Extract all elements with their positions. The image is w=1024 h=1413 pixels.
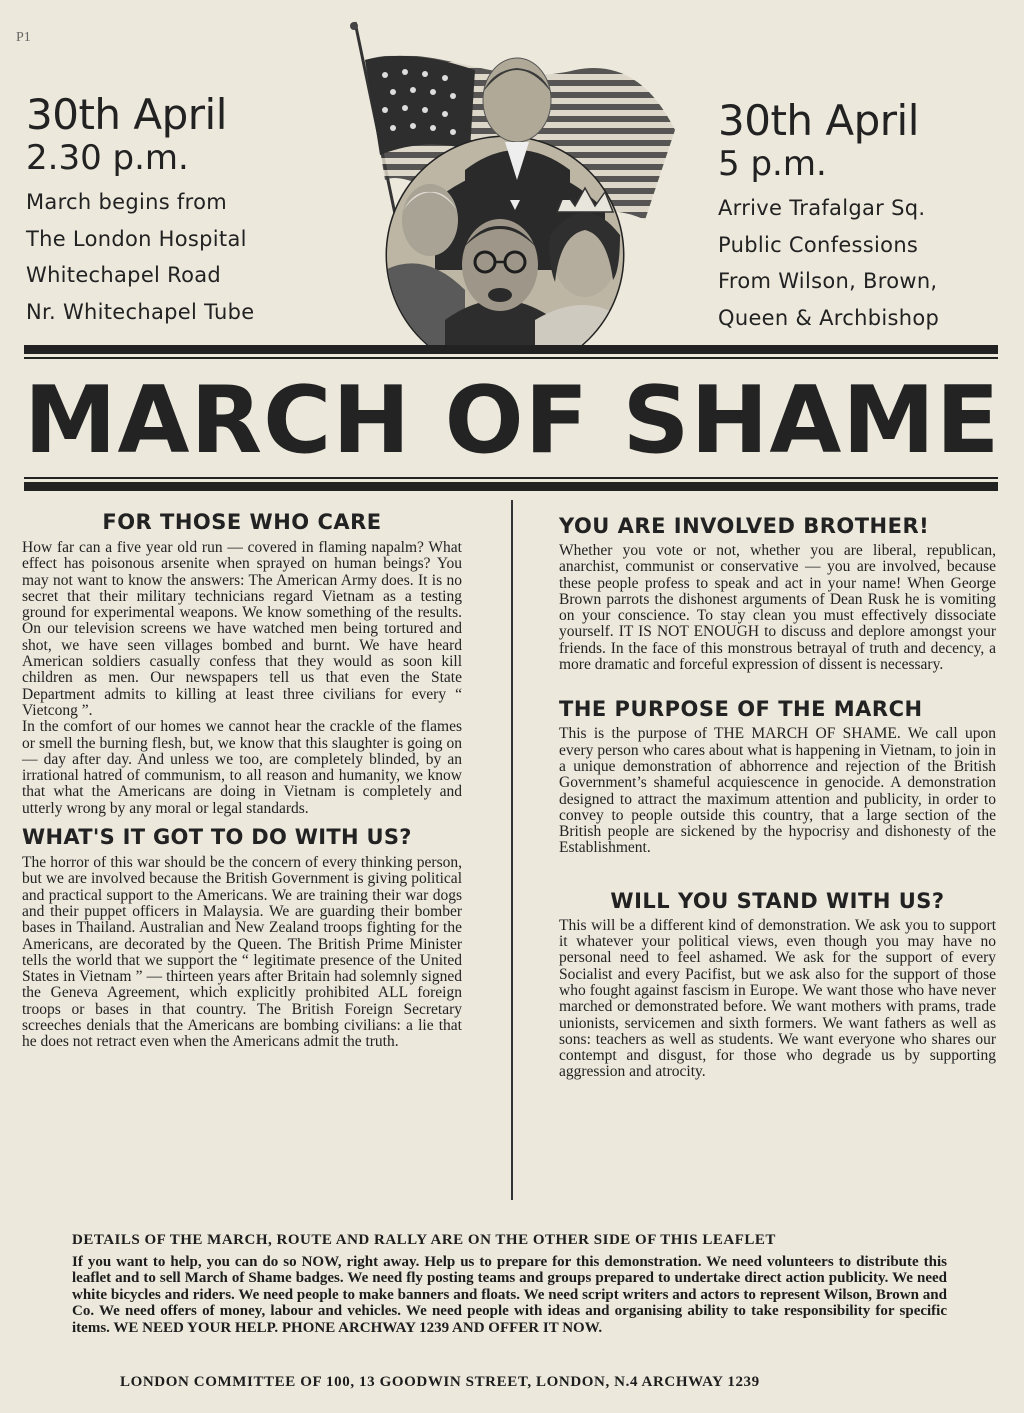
title-rule-top-thin bbox=[24, 357, 998, 359]
paragraph-horror: The horror of this war should be the concern of every thinking person, but we are involved because the British Government is giving political and practical support to the Americans. We are training their war dogs and their puppet officers in Malaysia. We are guarding their bomber bases in Thailand. Australian and New Zealand troops fighting for the Americans, are decorated by the Queen. The British Prime Minister tells the world that we support the “ legitimate presence of the United States in Vietnam ” — thirteen years after Britain had solemnly signed the Geneva Agreement, which explicitly prohibited ALL foreign troops or bases in that country. The British Foreign Secretary screeches denials that the Americans are bombing civilians: a lie that he does not retract even when the Americans admit the truth. bbox=[22, 854, 462, 1051]
section-heading-stand-with-us: WILL YOU STAND WITH US? bbox=[610, 888, 945, 913]
paragraph-napalm: How far can a five year old run — covered in flaming napalm? What effect has poisonous arsenite when sprayed on human beings? You may not want to know the answers: The American Army does. It is no secret that their military technicians regard Vietnam as a testing ground for experimental weapons. We know something of the results. On our television screens we have watched men being tortured and shot, we have seen villages bombed and burnt. We have heard American soldiers casually confess that they would as soon kill children as men. Our newspapers tell us that even the State Department admits to killing at least three civilians for every “ Vietcong ”. bbox=[22, 539, 462, 719]
left-date: 30th April bbox=[26, 90, 227, 139]
footer-help-paragraph: If you want to help, you can do so NOW, right away. Help us to prepare for this demonstration. We need volunteers to distribute this leaflet and to sell March of Shame badges. We need fly posting teams and groups prepared to undertake direct action publicity. We need white bicycles and riders. We need people to make banners and floats. We need script writers and actors to represent Wilson, Brown and Co. We need offers of money, labour and vehicles. We need people with ideas and organising ability to take responsibility for specific items. WE NEED YOUR HELP. PHONE ARCHWAY 1239 AND OFFER IT NOW. bbox=[72, 1254, 947, 1336]
section-heading-involved-brother: YOU ARE INVOLVED BROTHER! bbox=[559, 514, 930, 538]
right-header-line: From Wilson, Brown, bbox=[718, 269, 938, 293]
paragraph-different-demonstration: This will be a different kind of demonstration. We ask you to support it whatever your political views, even though you may have no personal need to feel ashamed. We ask for the support of every Socialist and every Pacifist, but we ask also for the support of those who fought against fascism in Europe. We want those who have never marched or demonstrated before. We want mothers with prams, trade unionists, servicemen and sixth formers. We want fathers as well as sons: teachers as well as students. We want everyone who shares our contempt and disgust, for those who degrade us by supporting aggression and atrocity. bbox=[559, 916, 996, 1081]
right-date: 30th April bbox=[718, 96, 919, 145]
photo-montage bbox=[345, 20, 685, 350]
paragraph-purpose: This is the purpose of THE MARCH OF SHAME. We call upon every person who cares about what is happening in Vietnam, to join in a unique demonstration of abhorrence and rejection of the British Government’s shameful acquiescence in genocide. A demonstration designed to attract the maximum attention and publicity, in order to convey to people outside this country, that a large section of the British people are sickened by the hypocrisy and dishonesty of the Establishment. bbox=[559, 725, 996, 857]
title-rule-bottom bbox=[24, 482, 998, 491]
left-header-line: March begins from bbox=[26, 190, 228, 214]
footer-block bbox=[72, 1230, 947, 1336]
left-time: 2.30 p.m. bbox=[26, 138, 189, 178]
left-header-line: The London Hospital bbox=[26, 226, 247, 251]
right-header bbox=[718, 98, 1018, 336]
paragraph-comfort: In the comfort of our homes we cannot hear the crackle of the flames or smell the burning flesh, but, we know that this slaughter is going on — day after day. And unless we too, are completely blinded, by an irrational hatred of communism, to all reason and humanity, we know that what the Americans are doing in Vietnam is completely and utterly wrong by any moral or legal standards. bbox=[22, 718, 462, 817]
flag-canton bbox=[365, 56, 475, 155]
left-header bbox=[26, 92, 356, 330]
left-header-line: Whitechapel Road bbox=[26, 263, 222, 287]
flag-pole-finial bbox=[350, 22, 358, 30]
title-rule-bottom-thin bbox=[24, 477, 998, 479]
section-heading-for-those-who-care: FOR THOSE WHO CARE bbox=[102, 510, 382, 534]
section-heading-purpose: THE PURPOSE OF THE MARCH bbox=[559, 697, 923, 722]
right-header-line: Queen & Archbishop bbox=[718, 305, 940, 330]
corner-pencil-mark: P1 bbox=[16, 30, 31, 45]
right-header-line: Arrive Trafalgar Sq. bbox=[718, 196, 926, 220]
footer-address: LONDON COMMITTEE OF 100, 13 GOODWIN STREET, LONDON, N.4 ARCHWAY 1239 bbox=[120, 1374, 760, 1390]
right-header-line: Public Confessions bbox=[718, 232, 919, 257]
title-rule-top bbox=[24, 345, 998, 354]
right-time: 5 p.m. bbox=[718, 144, 827, 184]
column-divider bbox=[511, 500, 513, 1200]
right-column bbox=[559, 512, 996, 1081]
left-header-line: Nr. Whitechapel Tube bbox=[26, 299, 255, 324]
footer-details-line: DETAILS OF THE MARCH, ROUTE AND RALLY ARE ON THE OTHER SIDE OF THIS LEAFLET bbox=[72, 1232, 776, 1248]
left-column bbox=[22, 508, 462, 1051]
section-heading-whats-it-got-to-do: WHAT'S IT GOT TO DO WITH US? bbox=[22, 825, 412, 850]
headline-title: MARCH OF SHAME bbox=[24, 366, 1001, 474]
paragraph-vote: Whether you vote or not, whether you are liberal, republican, anarchist, communist or conservative — you are involved, because these people profess to speak and act in your name! When George Brown parrots the dishonest arguments of Dean Rusk he is vomiting on your conscience. To stay clean you must effectively dissociate yourself. IT IS NOT ENOUGH to discuss and deplore amongst your friends. In the face of this monstrous betrayal of truth and decency, a more dramatic and forceful expression of dissent is necessary. bbox=[559, 542, 996, 674]
